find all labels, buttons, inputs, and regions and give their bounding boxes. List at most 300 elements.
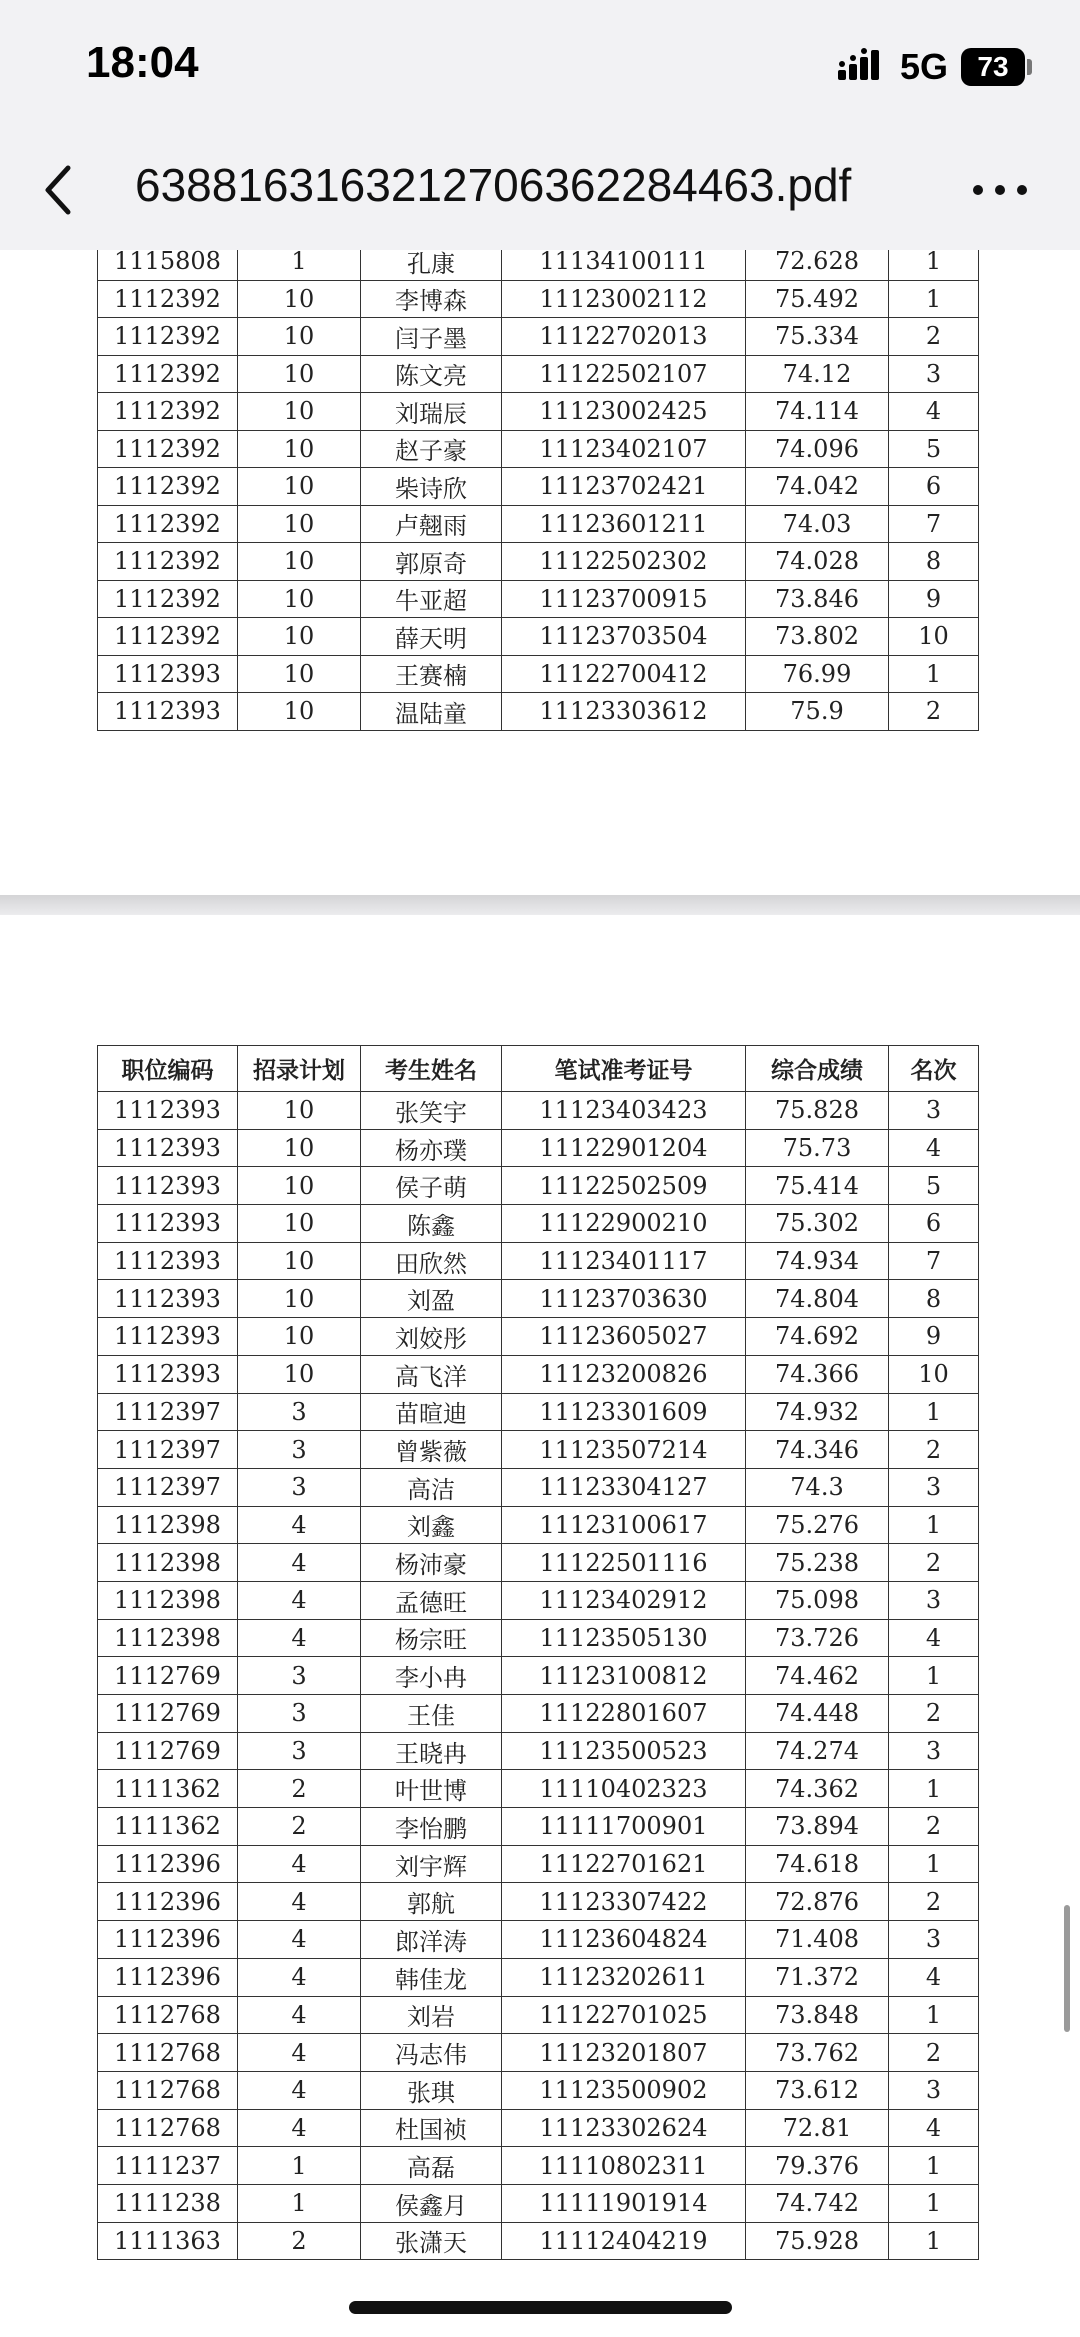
cell-rank: 3 (889, 1468, 979, 1506)
table-row (98, 280, 979, 318)
cell-composite-score: 73.848 (746, 1996, 889, 2034)
cell-position-code: 1112769 (98, 1695, 238, 1733)
cell-exam-ticket-number: 11123703504 (502, 618, 746, 656)
cell-candidate-name: 牛亚超 (361, 580, 502, 618)
cell-position-code: 1112396 (98, 1845, 238, 1883)
cell-composite-score: 74.742 (746, 2184, 889, 2222)
cell-candidate-name: 叶世博 (361, 1770, 502, 1808)
cell-recruit-plan: 2 (238, 1770, 361, 1808)
cell-recruit-plan: 4 (238, 1619, 361, 1657)
table-row (98, 1205, 979, 1243)
cell-exam-ticket-number: 11110802311 (502, 2147, 746, 2185)
table-row (98, 1996, 979, 2034)
table-header-row (98, 1046, 979, 1092)
cell-position-code: 1112768 (98, 2034, 238, 2072)
cell-candidate-name: 韩佳龙 (361, 1958, 502, 1996)
table-row (98, 1092, 979, 1130)
cell-recruit-plan: 1 (238, 2147, 361, 2185)
cell-candidate-name: 刘宇辉 (361, 1845, 502, 1883)
cell-rank: 3 (889, 1921, 979, 1959)
cell-rank: 2 (889, 1695, 979, 1733)
table-row (98, 1581, 979, 1619)
cell-composite-score: 72.628 (746, 250, 889, 280)
cell-exam-ticket-number: 11123100617 (502, 1506, 746, 1544)
cell-recruit-plan: 4 (238, 1883, 361, 1921)
cell-recruit-plan: 3 (238, 1732, 361, 1770)
cell-exam-ticket-number: 11123002112 (502, 280, 746, 318)
cell-rank: 2 (889, 1808, 979, 1846)
cell-recruit-plan: 10 (238, 318, 361, 356)
cell-exam-ticket-number: 11123402107 (502, 430, 746, 468)
table-row (98, 1544, 979, 1582)
cell-composite-score: 75.9 (746, 693, 889, 731)
cell-composite-score: 74.028 (746, 543, 889, 581)
cell-exam-ticket-number: 11122702013 (502, 318, 746, 356)
cell-candidate-name: 张潇天 (361, 2222, 502, 2260)
cell-position-code: 1112398 (98, 1506, 238, 1544)
battery-tip (1027, 59, 1032, 75)
cell-candidate-name: 郭原奇 (361, 543, 502, 581)
cell-candidate-name: 杨宗旺 (361, 1619, 502, 1657)
cell-recruit-plan: 10 (238, 1092, 361, 1130)
cell-composite-score: 75.334 (746, 318, 889, 356)
cell-candidate-name: 田欣然 (361, 1242, 502, 1280)
cell-candidate-name: 闫子墨 (361, 318, 502, 356)
cell-composite-score: 73.726 (746, 1619, 889, 1657)
table-row (98, 2222, 979, 2260)
table-row (98, 1695, 979, 1733)
cell-rank: 1 (889, 280, 979, 318)
cell-rank: 3 (889, 1732, 979, 1770)
cell-rank: 1 (889, 1770, 979, 1808)
home-indicator[interactable] (349, 2301, 732, 2314)
cell-exam-ticket-number: 11123702421 (502, 468, 746, 506)
table-row (98, 2147, 979, 2185)
cell-composite-score: 74.03 (746, 505, 889, 543)
cell-recruit-plan: 10 (238, 280, 361, 318)
cell-recruit-plan: 3 (238, 1393, 361, 1431)
cell-rank: 2 (889, 318, 979, 356)
cell-position-code: 1112768 (98, 1996, 238, 2034)
cell-rank: 1 (889, 655, 979, 693)
cell-exam-ticket-number: 11123304127 (502, 1468, 746, 1506)
cell-position-code: 1112392 (98, 280, 238, 318)
cell-recruit-plan: 10 (238, 430, 361, 468)
cell-recruit-plan: 10 (238, 1205, 361, 1243)
table-row (98, 355, 979, 393)
cell-recruit-plan: 2 (238, 2222, 361, 2260)
cell-rank: 5 (889, 430, 979, 468)
cell-exam-ticket-number: 11123002425 (502, 393, 746, 431)
cell-composite-score: 74.274 (746, 1732, 889, 1770)
cell-rank: 7 (889, 505, 979, 543)
cell-exam-ticket-number: 11123403423 (502, 1092, 746, 1130)
cell-composite-score: 75.928 (746, 2222, 889, 2260)
cell-position-code: 1112393 (98, 1167, 238, 1205)
table-row (98, 1883, 979, 1921)
cell-exam-ticket-number: 11123200826 (502, 1355, 746, 1393)
table-body (98, 1092, 979, 2260)
cell-composite-score: 75.492 (746, 280, 889, 318)
table-row (98, 468, 979, 506)
table-row (98, 430, 979, 468)
cell-composite-score: 75.302 (746, 1205, 889, 1243)
cell-candidate-name: 冯志伟 (361, 2034, 502, 2072)
table-row (98, 250, 979, 280)
cell-candidate-name: 高飞洋 (361, 1355, 502, 1393)
cell-position-code: 1111237 (98, 2147, 238, 2185)
cell-position-code: 1112396 (98, 1921, 238, 1959)
cell-rank: 1 (889, 1506, 979, 1544)
table-row (98, 505, 979, 543)
cell-composite-score: 73.846 (746, 580, 889, 618)
cell-exam-ticket-number: 11123500523 (502, 1732, 746, 1770)
cell-rank: 2 (889, 1431, 979, 1469)
cell-candidate-name: 李小冉 (361, 1657, 502, 1695)
cell-position-code: 1112398 (98, 1544, 238, 1582)
table-row (98, 693, 979, 731)
cell-exam-ticket-number: 11123500902 (502, 2071, 746, 2109)
cell-composite-score: 74.932 (746, 1393, 889, 1431)
cell-candidate-name: 柴诗欣 (361, 468, 502, 506)
more-options-icon[interactable] (970, 170, 1030, 210)
cell-position-code: 1111363 (98, 2222, 238, 2260)
cell-rank: 9 (889, 580, 979, 618)
table-row (98, 1468, 979, 1506)
cell-recruit-plan: 10 (238, 1242, 361, 1280)
table-row (98, 1845, 979, 1883)
cell-candidate-name: 刘盈 (361, 1280, 502, 1318)
cell-rank: 1 (889, 2184, 979, 2222)
cell-rank: 1 (889, 1393, 979, 1431)
cell-candidate-name: 陈文亮 (361, 355, 502, 393)
cell-rank: 2 (889, 1544, 979, 1582)
cell-rank: 1 (889, 2147, 979, 2185)
cell-position-code: 1112393 (98, 1280, 238, 1318)
table-row (98, 2109, 979, 2147)
cell-recruit-plan: 10 (238, 505, 361, 543)
cell-recruit-plan: 10 (238, 543, 361, 581)
cell-position-code: 1112397 (98, 1393, 238, 1431)
cell-exam-ticket-number: 11123605027 (502, 1318, 746, 1356)
cell-exam-ticket-number: 11122801607 (502, 1695, 746, 1733)
cell-position-code: 1112392 (98, 430, 238, 468)
cell-composite-score: 73.894 (746, 1808, 889, 1846)
cell-recruit-plan: 3 (238, 1468, 361, 1506)
cell-rank: 10 (889, 1355, 979, 1393)
cell-position-code: 1112769 (98, 1657, 238, 1695)
cell-candidate-name: 王晓冉 (361, 1732, 502, 1770)
cell-candidate-name: 赵子豪 (361, 430, 502, 468)
cell-composite-score: 71.408 (746, 1921, 889, 1959)
cell-rank: 4 (889, 1958, 979, 1996)
cell-candidate-name: 刘瑞辰 (361, 393, 502, 431)
cell-exam-ticket-number: 11111700901 (502, 1808, 746, 1846)
header-rank: 名次 (889, 1046, 979, 1092)
cell-composite-score: 76.99 (746, 655, 889, 693)
cell-candidate-name: 李怡鹏 (361, 1808, 502, 1846)
cell-composite-score: 75.73 (746, 1129, 889, 1167)
cell-exam-ticket-number: 11122502302 (502, 543, 746, 581)
cell-exam-ticket-number: 11122502107 (502, 355, 746, 393)
cell-candidate-name: 高洁 (361, 1468, 502, 1506)
cell-position-code: 1112397 (98, 1431, 238, 1469)
cell-candidate-name: 杨沛豪 (361, 1544, 502, 1582)
cell-candidate-name: 侯鑫月 (361, 2184, 502, 2222)
cell-candidate-name: 苗暄迪 (361, 1393, 502, 1431)
cell-composite-score: 74.366 (746, 1355, 889, 1393)
cell-recruit-plan: 4 (238, 1958, 361, 1996)
header-position-code: 职位编码 (98, 1046, 238, 1092)
cell-recruit-plan: 3 (238, 1431, 361, 1469)
cell-candidate-name: 杜国祯 (361, 2109, 502, 2147)
cell-composite-score: 73.612 (746, 2071, 889, 2109)
back-chevron-icon[interactable] (40, 160, 80, 220)
cell-rank: 3 (889, 1092, 979, 1130)
navigation-bar (0, 130, 1080, 250)
cell-position-code: 1112393 (98, 1242, 238, 1280)
cell-position-code: 1112393 (98, 1205, 238, 1243)
header-candidate-name: 考生姓名 (361, 1046, 502, 1092)
cell-rank: 1 (889, 2222, 979, 2260)
cell-exam-ticket-number: 11123301609 (502, 1393, 746, 1431)
table-row (98, 1280, 979, 1318)
cell-candidate-name: 刘姣彤 (361, 1318, 502, 1356)
cellular-signal-icon (838, 48, 890, 84)
cell-recruit-plan: 10 (238, 618, 361, 656)
cell-rank: 3 (889, 355, 979, 393)
table-row (98, 1393, 979, 1431)
cell-rank: 7 (889, 1242, 979, 1280)
status-time: 18:04 (86, 38, 199, 87)
cell-recruit-plan: 10 (238, 655, 361, 693)
cell-position-code: 1112392 (98, 543, 238, 581)
table-row (98, 1355, 979, 1393)
cell-recruit-plan: 3 (238, 1695, 361, 1733)
cell-exam-ticket-number: 11123402912 (502, 1581, 746, 1619)
cell-recruit-plan: 1 (238, 2184, 361, 2222)
cell-composite-score: 74.346 (746, 1431, 889, 1469)
cell-position-code: 1115808 (98, 250, 238, 280)
table-row (98, 1506, 979, 1544)
cell-rank: 8 (889, 1280, 979, 1318)
cell-exam-ticket-number: 11122700412 (502, 655, 746, 693)
cell-position-code: 1112768 (98, 2109, 238, 2147)
cell-position-code: 1112392 (98, 393, 238, 431)
cell-position-code: 1112392 (98, 318, 238, 356)
table-row (98, 1808, 979, 1846)
cell-exam-ticket-number: 11123201807 (502, 2034, 746, 2072)
table-row (98, 318, 979, 356)
cell-recruit-plan: 10 (238, 355, 361, 393)
cell-recruit-plan: 4 (238, 1544, 361, 1582)
cell-exam-ticket-number: 11123703630 (502, 1280, 746, 1318)
table-row (98, 1958, 979, 1996)
cell-position-code: 1112393 (98, 693, 238, 731)
cell-composite-score: 71.372 (746, 1958, 889, 1996)
cell-exam-ticket-number: 11123601211 (502, 505, 746, 543)
cell-candidate-name: 卢翹雨 (361, 505, 502, 543)
score-table (97, 1045, 979, 2260)
cell-exam-ticket-number: 11122701025 (502, 1996, 746, 2034)
cell-candidate-name: 刘鑫 (361, 1506, 502, 1544)
header-recruit-plan: 招录计划 (238, 1046, 361, 1092)
cell-position-code: 1112396 (98, 1958, 238, 1996)
table-row (98, 1657, 979, 1695)
cell-position-code: 1111362 (98, 1808, 238, 1846)
cell-exam-ticket-number: 11112404219 (502, 2222, 746, 2260)
table-row (98, 1242, 979, 1280)
cell-composite-score: 74.462 (746, 1657, 889, 1695)
cell-position-code: 1111362 (98, 1770, 238, 1808)
cell-rank: 3 (889, 2071, 979, 2109)
cell-exam-ticket-number: 11111901914 (502, 2184, 746, 2222)
cell-exam-ticket-number: 11122701621 (502, 1845, 746, 1883)
cell-rank: 9 (889, 1318, 979, 1356)
cell-recruit-plan: 4 (238, 1996, 361, 2034)
table-row (98, 618, 979, 656)
cell-recruit-plan: 4 (238, 1506, 361, 1544)
cell-composite-score: 75.828 (746, 1092, 889, 1130)
cell-position-code: 1112393 (98, 1092, 238, 1130)
cell-recruit-plan: 10 (238, 693, 361, 731)
cell-recruit-plan: 10 (238, 468, 361, 506)
cell-recruit-plan: 10 (238, 1280, 361, 1318)
cell-exam-ticket-number: 11123100812 (502, 1657, 746, 1695)
table-row (98, 580, 979, 618)
cell-position-code: 1112397 (98, 1468, 238, 1506)
cell-composite-score: 74.804 (746, 1280, 889, 1318)
cell-recruit-plan: 3 (238, 1657, 361, 1695)
cell-position-code: 1112396 (98, 1883, 238, 1921)
pdf-page-1 (0, 250, 1080, 895)
cell-rank: 4 (889, 1129, 979, 1167)
network-type: 5G (900, 46, 949, 87)
cell-candidate-name: 侯子萌 (361, 1167, 502, 1205)
cell-position-code: 1111238 (98, 2184, 238, 2222)
cell-rank: 6 (889, 468, 979, 506)
table-row (98, 1619, 979, 1657)
cell-recruit-plan: 10 (238, 1167, 361, 1205)
cell-position-code: 1112392 (98, 505, 238, 543)
cell-exam-ticket-number: 11122502509 (502, 1167, 746, 1205)
table-row (98, 1129, 979, 1167)
cell-exam-ticket-number: 11123700915 (502, 580, 746, 618)
table-row (98, 655, 979, 693)
cell-composite-score: 74.12 (746, 355, 889, 393)
table-row (98, 1167, 979, 1205)
cell-recruit-plan: 1 (238, 250, 361, 280)
cell-rank: 4 (889, 393, 979, 431)
cell-exam-ticket-number: 11123507214 (502, 1431, 746, 1469)
header-composite-score: 综合成绩 (746, 1046, 889, 1092)
cell-candidate-name: 王赛楠 (361, 655, 502, 693)
cell-recruit-plan: 4 (238, 2071, 361, 2109)
cell-composite-score: 74.448 (746, 1695, 889, 1733)
cell-recruit-plan: 4 (238, 1921, 361, 1959)
table-row (98, 1732, 979, 1770)
cell-rank: 1 (889, 250, 979, 280)
cell-position-code: 1112393 (98, 1318, 238, 1356)
cell-recruit-plan: 4 (238, 2109, 361, 2147)
cell-candidate-name: 郎洋涛 (361, 1921, 502, 1959)
header-exam-ticket-number: 笔试准考证号 (502, 1046, 746, 1092)
cell-recruit-plan: 10 (238, 1318, 361, 1356)
cell-recruit-plan: 4 (238, 1845, 361, 1883)
table-row (98, 2184, 979, 2222)
cell-composite-score: 75.238 (746, 1544, 889, 1582)
cell-rank: 1 (889, 1996, 979, 2034)
cell-composite-score: 74.934 (746, 1242, 889, 1280)
cell-composite-score: 74.362 (746, 1770, 889, 1808)
cell-position-code: 1112393 (98, 1355, 238, 1393)
cell-exam-ticket-number: 11123401117 (502, 1242, 746, 1280)
cell-composite-score: 74.042 (746, 468, 889, 506)
cell-recruit-plan: 10 (238, 1129, 361, 1167)
cell-candidate-name: 薛天明 (361, 618, 502, 656)
cell-position-code: 1112398 (98, 1581, 238, 1619)
cell-position-code: 1112392 (98, 580, 238, 618)
cell-composite-score: 75.098 (746, 1581, 889, 1619)
table-row (98, 2034, 979, 2072)
cell-rank: 1 (889, 1657, 979, 1695)
cell-rank: 8 (889, 543, 979, 581)
table-row (98, 1921, 979, 1959)
cell-rank: 2 (889, 1883, 979, 1921)
cell-exam-ticket-number: 11123202611 (502, 1958, 746, 1996)
scrollbar[interactable] (1064, 1905, 1070, 2032)
table-row (98, 1770, 979, 1808)
cell-rank: 2 (889, 2034, 979, 2072)
status-bar (0, 0, 1080, 130)
cell-composite-score: 72.876 (746, 1883, 889, 1921)
cell-candidate-name: 孔康 (361, 250, 502, 280)
cell-recruit-plan: 4 (238, 2034, 361, 2072)
table-body (98, 250, 979, 730)
cell-exam-ticket-number: 11123307422 (502, 1883, 746, 1921)
cell-candidate-name: 杨亦璞 (361, 1129, 502, 1167)
table-row (98, 1318, 979, 1356)
table-row (98, 2071, 979, 2109)
cell-position-code: 1112768 (98, 2071, 238, 2109)
battery-icon: 73 (961, 48, 1025, 86)
score-table-continued (97, 250, 979, 731)
cell-composite-score: 75.276 (746, 1506, 889, 1544)
cell-rank: 4 (889, 1619, 979, 1657)
cell-candidate-name: 张笑宇 (361, 1092, 502, 1130)
cell-position-code: 1112398 (98, 1619, 238, 1657)
cell-composite-score: 75.414 (746, 1167, 889, 1205)
cell-exam-ticket-number: 11123303612 (502, 693, 746, 731)
cell-position-code: 1112393 (98, 1129, 238, 1167)
cell-exam-ticket-number: 11123302624 (502, 2109, 746, 2147)
cell-composite-score: 74.692 (746, 1318, 889, 1356)
cell-recruit-plan: 4 (238, 1581, 361, 1619)
cell-composite-score: 74.114 (746, 393, 889, 431)
cell-exam-ticket-number: 11110402323 (502, 1770, 746, 1808)
cell-candidate-name: 温陆童 (361, 693, 502, 731)
cell-composite-score: 79.376 (746, 2147, 889, 2185)
cell-rank: 2 (889, 693, 979, 731)
pdf-page-2 (0, 915, 1080, 2337)
cell-position-code: 1112769 (98, 1732, 238, 1770)
cell-exam-ticket-number: 11122900210 (502, 1205, 746, 1243)
cell-rank: 3 (889, 1581, 979, 1619)
cell-rank: 6 (889, 1205, 979, 1243)
cell-candidate-name: 孟德旺 (361, 1581, 502, 1619)
cell-exam-ticket-number: 11122901204 (502, 1129, 746, 1167)
cell-candidate-name: 李博森 (361, 280, 502, 318)
